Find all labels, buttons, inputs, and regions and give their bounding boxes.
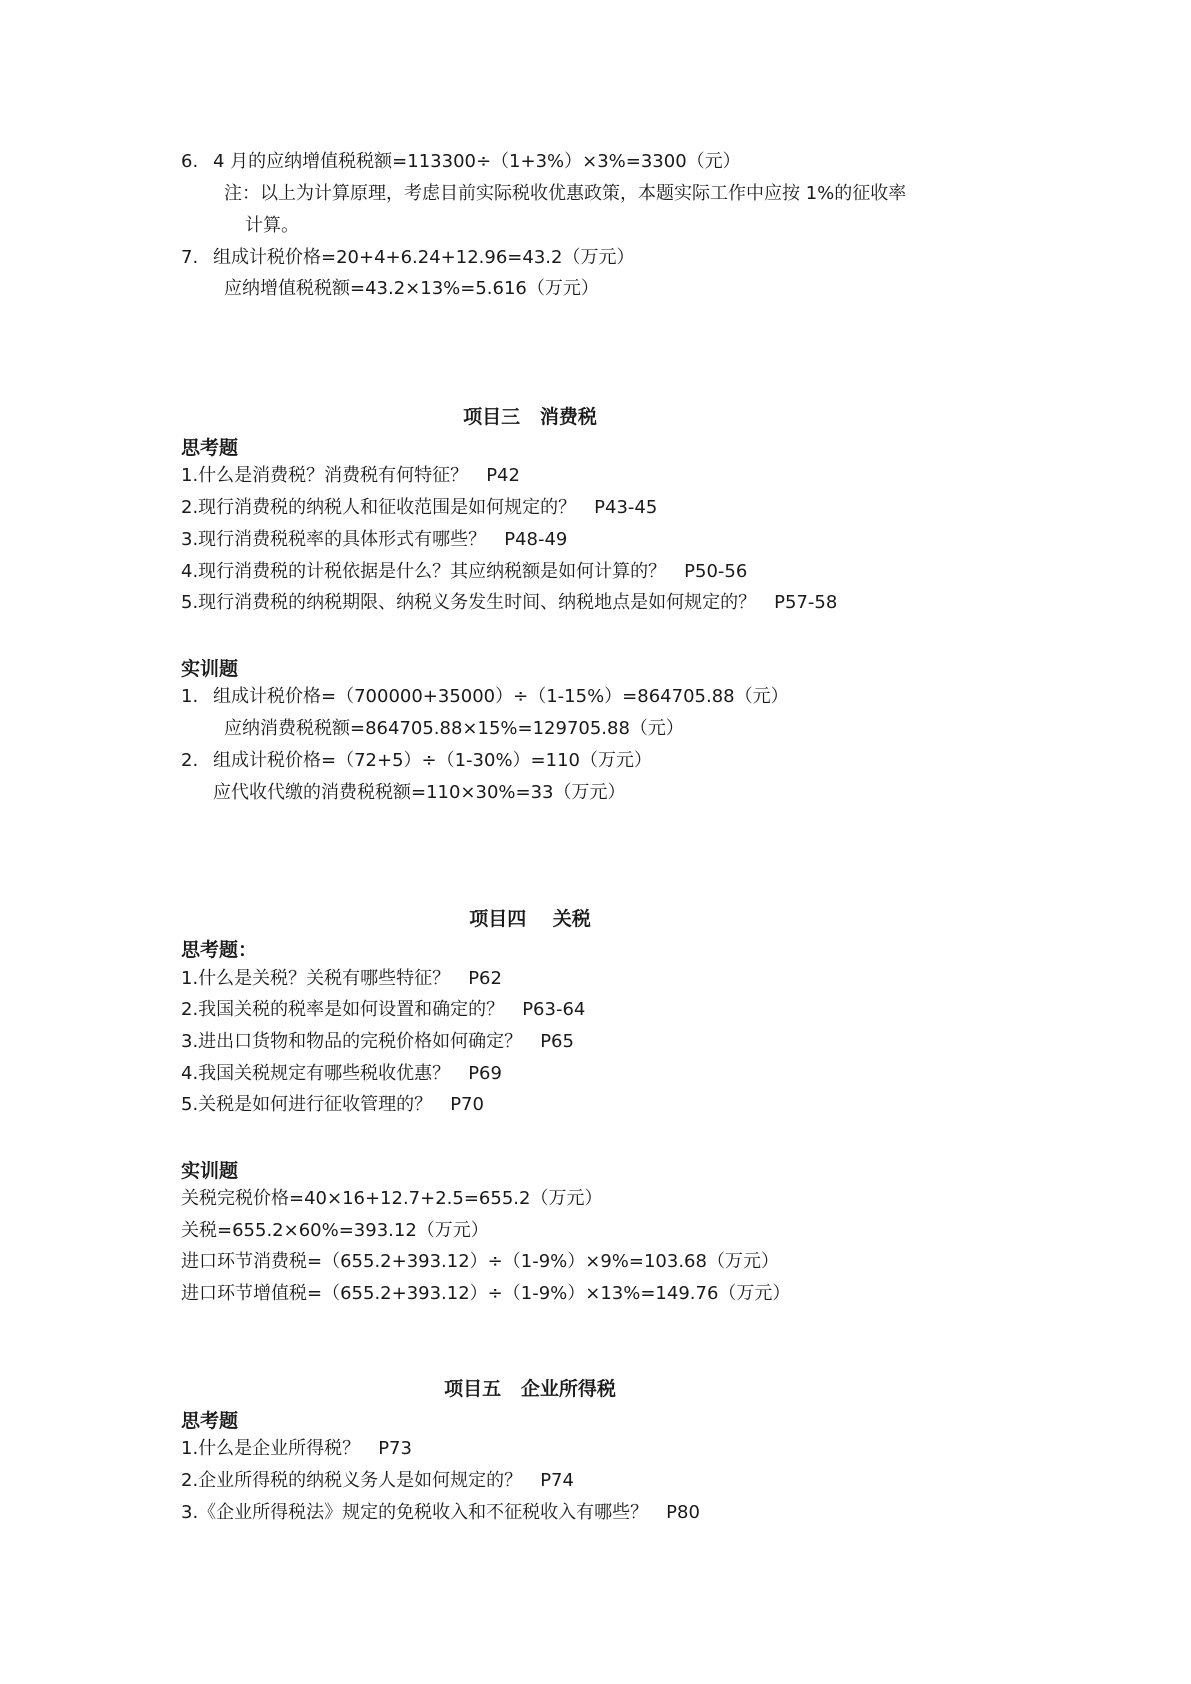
page-reference: P80 [666, 1502, 700, 1523]
question-item [181, 1031, 574, 1053]
question-item [181, 1094, 484, 1116]
answer-note-line-2: 计算。 [245, 215, 299, 236]
page-reference: P42 [486, 465, 520, 486]
page-reference: P69 [468, 1063, 502, 1084]
question-item [181, 1438, 412, 1460]
page-reference: P74 [540, 1470, 574, 1491]
question-text: 3.现行消费税税率的具体形式有哪些？ [181, 529, 487, 550]
section-title-enterprise-income-tax: 项目五 企业所得税 [444, 1378, 616, 1400]
item-number: 6. [181, 151, 199, 172]
question-item [181, 465, 520, 487]
practice-line: 进口环节消费税=（655.2+393.12）÷（1-9%）×9%=103.68（万元） [181, 1251, 779, 1272]
question-item [181, 529, 567, 551]
think-questions-heading: 思考题 [181, 1410, 239, 1432]
question-item [181, 1502, 700, 1524]
think-questions-heading: 思考题 [181, 437, 239, 459]
section-title-customs-duty: 项目四 关税 [469, 908, 591, 930]
answer-item-6 [181, 151, 741, 173]
question-item [181, 968, 502, 990]
question-text: 2.企业所得税的纳税义务人是如何规定的？ [181, 1470, 523, 1491]
question-item [181, 561, 747, 583]
practice-heading: 实训题 [181, 1160, 239, 1182]
question-text: 4.现行消费税的计税依据是什么？其应纳税额是如何计算的？ [181, 561, 667, 582]
question-item [181, 999, 585, 1021]
page-reference: P65 [540, 1031, 574, 1052]
question-text: 4.我国关税规定有哪些税收优惠？ [181, 1063, 451, 1084]
practice-item-1 [181, 686, 789, 708]
think-questions-heading: 思考题： [181, 939, 258, 961]
page-reference: P62 [468, 968, 502, 989]
item-text: 组成计税价格=（700000+35000）÷（1-15%）=864705.88（元） [213, 686, 789, 707]
question-text: 5.现行消费税的纳税期限、纳税义务发生时间、纳税地点是如何规定的？ [181, 592, 757, 613]
practice-item-1-line-2: 应纳消费税税额=864705.88×15%=129705.88（元） [224, 718, 684, 739]
page-reference: P70 [450, 1094, 484, 1115]
page-reference: P50-56 [684, 561, 748, 582]
question-text: 3.《企业所得税法》规定的免税收入和不征税收入有哪些？ [181, 1502, 649, 1523]
practice-line: 关税=655.2×60%=393.12（万元） [181, 1220, 489, 1241]
question-text: 2.我国关税的税率是如何设置和确定的？ [181, 999, 505, 1020]
question-text: 1.什么是关税？关税有哪些特征？ [181, 968, 451, 989]
question-item [181, 497, 657, 519]
answer-item-7 [181, 247, 634, 269]
question-text: 1.什么是企业所得税？ [181, 1438, 361, 1459]
practice-line: 进口环节增值税=（655.2+393.12）÷（1-9%）×13%=149.76（万元） [181, 1283, 791, 1304]
practice-item-2 [181, 750, 652, 772]
page-reference: P57-58 [774, 592, 838, 613]
practice-heading: 实训题 [181, 658, 239, 680]
page-reference: P43-45 [594, 497, 658, 518]
item-text: 组成计税价格=20+4+6.24+12.96=43.2（万元） [213, 247, 635, 268]
question-item [181, 1063, 502, 1085]
page-reference: P73 [378, 1438, 412, 1459]
item-text: 组成计税价格=（72+5）÷（1-30%）=110（万元） [213, 750, 652, 771]
item-number: 7. [181, 247, 199, 268]
question-text: 2.现行消费税的纳税人和征收范围是如何规定的？ [181, 497, 577, 518]
page-reference: P63-64 [522, 999, 586, 1020]
question-item [181, 592, 837, 614]
practice-item-2-line-2: 应代收代缴的消费税税额=110×30%=33（万元） [213, 782, 626, 803]
question-text: 1.什么是消费税？消费税有何特征？ [181, 465, 469, 486]
practice-line: 关税完税价格=40×16+12.7+2.5=655.2（万元） [181, 1188, 603, 1209]
question-item [181, 1470, 574, 1492]
section-title-consumption-tax: 项目三 消费税 [463, 406, 597, 428]
item-number: 2. [181, 750, 199, 771]
answer-note-line-1: 注：以上为计算原理，考虑目前实际税收优惠政策，本题实际工作中应按 1%的征收率 [224, 183, 907, 204]
item-number: 1. [181, 686, 199, 707]
answer-item-7-line-2: 应纳增值税税额=43.2×13%=5.616（万元） [224, 278, 599, 299]
page-reference: P48-49 [504, 529, 568, 550]
question-text: 5.关税是如何进行征收管理的？ [181, 1094, 433, 1115]
item-text: 4 月的应纳增值税税额=113300÷（1+3%）×3%=3300（元） [213, 151, 741, 172]
question-text: 3.进出口货物和物品的完税价格如何确定？ [181, 1031, 523, 1052]
